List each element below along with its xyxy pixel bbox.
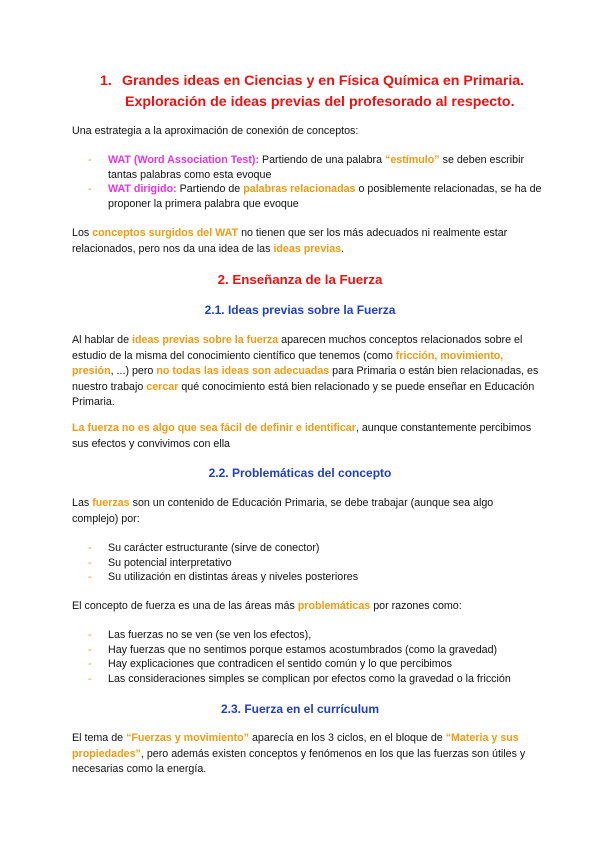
- text-run: El concepto de fuerza es una de las áreas más: [72, 600, 298, 612]
- bullet-dash: -: [88, 658, 92, 670]
- list-item: [72, 628, 542, 643]
- list-item: [72, 541, 542, 556]
- highlight-ideas-previas: ideas previas: [273, 242, 342, 255]
- list-item-text: Su potencial interpretativo: [108, 556, 232, 569]
- text-run: El tema de: [72, 732, 127, 744]
- section-2-2-title: 2.2. Problemáticas del concepto: [208, 466, 392, 480]
- text-run: , ...) pero: [110, 365, 157, 377]
- text-run: qué conocimiento está bien relacionado y se puede enseñar en Educación Primaria.: [72, 380, 535, 408]
- highlight-conceptos: conceptos surgidos del WAT: [92, 227, 239, 239]
- highlight-no-todas: no todas las ideas son adecuadas: [156, 365, 330, 377]
- text-run: Las: [72, 497, 93, 509]
- intro-paragraph: Una estrategia a la aproximación de conexión de conceptos:: [72, 125, 359, 137]
- highlight-problematicas: problemáticas: [297, 600, 371, 612]
- term-wat-dirigido: WAT dirigido:: [108, 183, 177, 195]
- text-run: .: [341, 242, 345, 255]
- bullet-dash: -: [88, 556, 92, 569]
- list-item-text: Las fuerzas no se ven (se ven los efectos),: [108, 629, 312, 641]
- heading-1: [100, 71, 560, 113]
- problems-list: [72, 628, 542, 686]
- bullet-dash: -: [88, 183, 92, 195]
- list-item-text: Hay explicaciones que contradicen el sentido común y lo que percibimos: [108, 658, 452, 670]
- section-2-3-title: 2.3. Fuerza en el currículum: [220, 702, 380, 716]
- heading-1-line-1: Grandes ideas en Ciencias y en Física Química en Primaria.: [121, 73, 525, 89]
- text-run: se deben escribir tantas palabras como esta evoque: [108, 154, 524, 181]
- term-wat: WAT (Word Association Test):: [108, 154, 260, 166]
- text-run: Partiendo de una palabra: [259, 154, 385, 166]
- list-item: [72, 153, 542, 182]
- heading-2: 2. Enseñanza de la Fuerza: [217, 272, 383, 287]
- text-run: Al hablar de: [72, 334, 133, 346]
- bullet-dash: -: [88, 542, 92, 554]
- highlight-friccion: fricción, movimiento, presión: [72, 349, 504, 377]
- text-run: , pero además existen conceptos y fenómenos en los que las fuerzas son útiles y necesarias como la energía.: [72, 747, 526, 775]
- text-run: aparecen muchos conceptos relacionados sobre el estudio de la misma del conocimiento científico que tenemos (como: [72, 334, 523, 362]
- list-item: [72, 672, 542, 687]
- highlight-fuerzas-movimiento: “Fuerzas y movimiento”: [126, 732, 250, 744]
- bullet-dash: -: [88, 571, 92, 583]
- section-2-2-paragraph: [72, 496, 542, 527]
- text-run: o posiblemente relacionadas, se ha de proponer la primera palabra que evoque: [108, 183, 542, 210]
- text-run: Los: [72, 227, 93, 239]
- list-item: [72, 657, 542, 672]
- text-run: son un contenido de Educación Primaria, se debe trabajar (aunque sea algo complejo) por:: [72, 497, 494, 525]
- list-item-text: Su utilización en distintas áreas y niveles posteriores: [108, 571, 359, 583]
- highlight-materia-propiedades: “Materia y sus propiedades”: [72, 732, 519, 760]
- list-item: [72, 556, 542, 571]
- section-2-1-title: 2.1. Ideas previas sobre la Fuerza: [204, 303, 396, 317]
- concepts-paragraph: [72, 226, 542, 257]
- bullet-dash: -: [88, 643, 92, 656]
- text-run: aparecía en los 3 ciclos, en el bloque de: [249, 732, 446, 744]
- section-2-1-paragraph-2: [72, 421, 542, 452]
- bullet-dash: -: [88, 629, 92, 641]
- reasons-list: [72, 541, 542, 585]
- bullet-dash: -: [88, 154, 92, 166]
- section-2-3-paragraph: [72, 731, 542, 778]
- highlight-ideas-previas-fuerza: ideas previas sobre la fuerza: [132, 334, 279, 346]
- text-run: no tienen que ser los más adecuados ni realmente estar relacionados, pero nos da una idea de las: [72, 227, 508, 255]
- bullet-dash: -: [88, 672, 92, 685]
- list-item-text: Las consideraciones simples se complican por efectos como la gravedad o la fricción: [108, 672, 511, 685]
- list-item-text: Hay fuerzas que no sentimos porque estamos acostumbrados (como la gravedad): [108, 643, 498, 656]
- highlight-palabras-relacionadas: palabras relacionadas: [243, 183, 356, 195]
- text-run: para Primaria o están bien relacionadas, es nuestro trabajo: [72, 365, 539, 393]
- list-item-text: Su carácter estructurante (sirve de conector): [108, 542, 320, 554]
- text-run: , aunque constantemente percibimos sus efectos y convivimos con ella: [72, 422, 532, 450]
- list-item: [72, 570, 542, 585]
- heading-1-number: 1.: [100, 73, 112, 89]
- list-item: [72, 182, 542, 211]
- section-2-1-paragraph: [72, 333, 542, 411]
- highlight-fuerza-dificil: La fuerza no es algo que sea fácil de definir e identificar: [72, 422, 356, 434]
- section-2-2-paragraph-2: [72, 599, 542, 615]
- wat-list: [72, 153, 542, 211]
- heading-1-line-2: Exploración de ideas previas del profesorado al respecto.: [125, 94, 515, 110]
- highlight-fuerzas: fuerzas: [92, 497, 130, 509]
- text-run: Partiendo de: [176, 183, 244, 195]
- list-item: [72, 643, 542, 658]
- highlight-cercar: cercar: [146, 380, 179, 393]
- highlight-estimulo: “estímulo”: [385, 154, 440, 166]
- text-run: por razones como:: [370, 600, 462, 612]
